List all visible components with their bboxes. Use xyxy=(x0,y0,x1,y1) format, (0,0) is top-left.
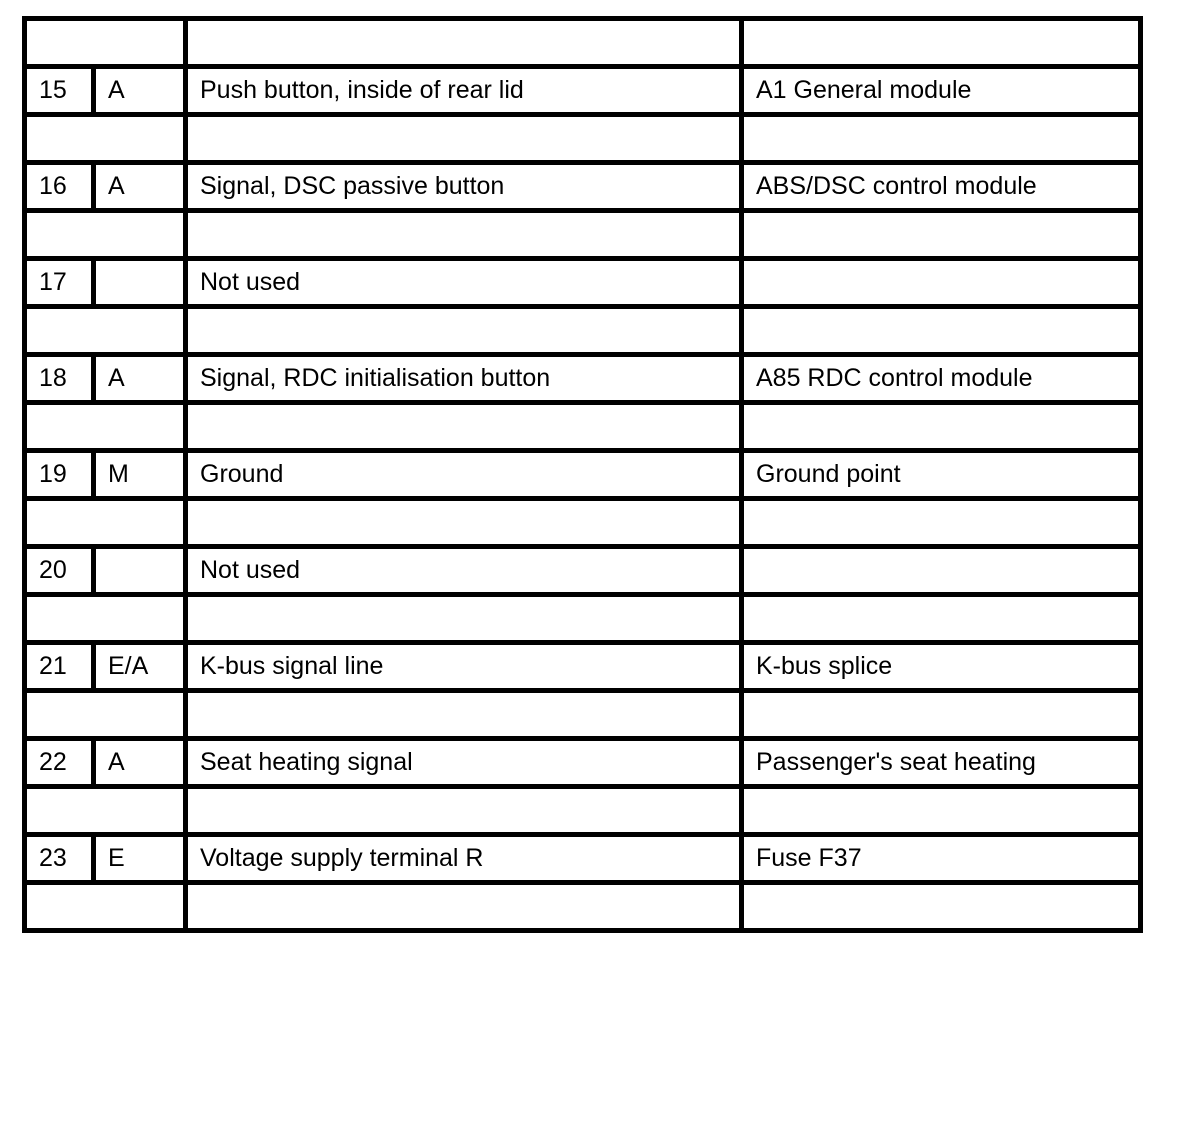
signal-type xyxy=(94,547,186,595)
table-row xyxy=(25,451,1141,499)
empty-cell xyxy=(186,787,742,835)
spacer-row xyxy=(25,787,1141,835)
pin-destination: A1 General module xyxy=(742,67,1141,115)
pin-destination: Ground point xyxy=(742,451,1141,499)
spacer-row xyxy=(25,499,1141,547)
empty-cell xyxy=(742,691,1141,739)
pin-number: 23 xyxy=(25,835,94,883)
empty-cell xyxy=(742,883,1141,931)
empty-cell xyxy=(742,115,1141,163)
pin-destination: ABS/DSC control module xyxy=(742,163,1141,211)
signal-type: A xyxy=(94,67,186,115)
empty-cell xyxy=(25,307,186,355)
spacer-row xyxy=(25,19,1141,67)
table-row xyxy=(25,835,1141,883)
table-row xyxy=(25,547,1141,595)
signal-type: A xyxy=(94,739,186,787)
spacer-row xyxy=(25,595,1141,643)
pin-destination: Passenger's seat heating xyxy=(742,739,1141,787)
pin-number: 16 xyxy=(25,163,94,211)
pin-table-body xyxy=(25,19,1141,931)
signal-type: A xyxy=(94,163,186,211)
table-row xyxy=(25,163,1141,211)
empty-cell xyxy=(186,403,742,451)
empty-cell xyxy=(186,499,742,547)
empty-cell xyxy=(186,115,742,163)
pin-description: Not used xyxy=(186,547,742,595)
pin-description: Ground xyxy=(186,451,742,499)
pin-description: Seat heating signal xyxy=(186,739,742,787)
empty-cell xyxy=(742,403,1141,451)
empty-cell xyxy=(742,787,1141,835)
pin-number: 20 xyxy=(25,547,94,595)
pin-number: 15 xyxy=(25,67,94,115)
table-row xyxy=(25,739,1141,787)
empty-cell xyxy=(186,883,742,931)
pin-number: 19 xyxy=(25,451,94,499)
pin-destination xyxy=(742,547,1141,595)
empty-cell xyxy=(25,211,186,259)
empty-cell xyxy=(186,691,742,739)
spacer-row xyxy=(25,883,1141,931)
pin-description: Signal, RDC initialisation button xyxy=(186,355,742,403)
empty-cell xyxy=(25,595,186,643)
pin-destination xyxy=(742,259,1141,307)
table-row xyxy=(25,643,1141,691)
empty-cell xyxy=(186,211,742,259)
signal-type: A xyxy=(94,355,186,403)
empty-cell xyxy=(186,19,742,67)
pin-description: Voltage supply terminal R xyxy=(186,835,742,883)
empty-cell xyxy=(25,403,186,451)
empty-cell xyxy=(742,211,1141,259)
empty-cell xyxy=(25,19,186,67)
pin-destination: A85 RDC control module xyxy=(742,355,1141,403)
empty-cell xyxy=(742,499,1141,547)
table-row xyxy=(25,67,1141,115)
spacer-row xyxy=(25,307,1141,355)
spacer-row xyxy=(25,211,1141,259)
empty-cell xyxy=(742,19,1141,67)
empty-cell xyxy=(742,595,1141,643)
signal-type: E/A xyxy=(94,643,186,691)
empty-cell xyxy=(25,115,186,163)
pin-destination: Fuse F37 xyxy=(742,835,1141,883)
spacer-row xyxy=(25,403,1141,451)
pin-number: 17 xyxy=(25,259,94,307)
pin-description: Signal, DSC passive button xyxy=(186,163,742,211)
pin-description: K-bus signal line xyxy=(186,643,742,691)
empty-cell xyxy=(25,883,186,931)
empty-cell xyxy=(25,787,186,835)
spacer-row xyxy=(25,115,1141,163)
empty-cell xyxy=(25,499,186,547)
pin-description: Not used xyxy=(186,259,742,307)
pin-number: 21 xyxy=(25,643,94,691)
pin-destination: K-bus splice xyxy=(742,643,1141,691)
empty-cell xyxy=(186,595,742,643)
table-row xyxy=(25,355,1141,403)
signal-type: E xyxy=(94,835,186,883)
empty-cell xyxy=(186,307,742,355)
pin-number: 22 xyxy=(25,739,94,787)
empty-cell xyxy=(742,307,1141,355)
pin-assignment-table xyxy=(22,16,1143,933)
signal-type xyxy=(94,259,186,307)
table-row xyxy=(25,259,1141,307)
pin-number: 18 xyxy=(25,355,94,403)
empty-cell xyxy=(25,691,186,739)
spacer-row xyxy=(25,691,1141,739)
pin-description: Push button, inside of rear lid xyxy=(186,67,742,115)
signal-type: M xyxy=(94,451,186,499)
